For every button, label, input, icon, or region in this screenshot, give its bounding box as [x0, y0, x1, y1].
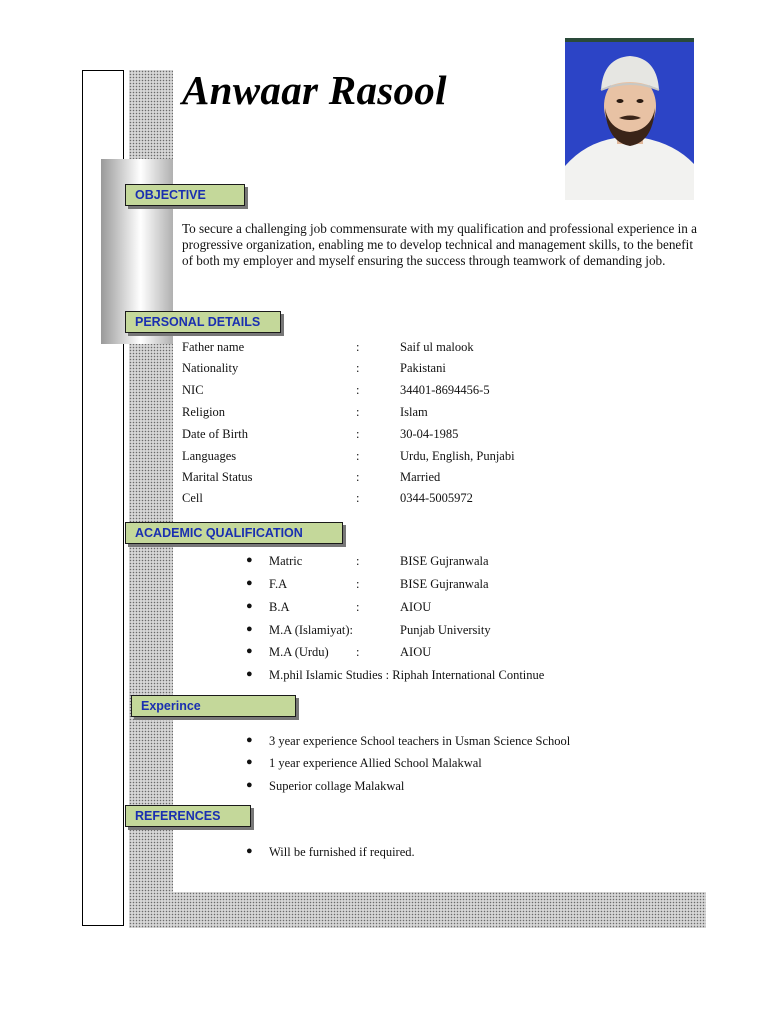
experience-text: 1 year experience Allied School Malakwal	[269, 756, 482, 770]
academic-value: Punjab University	[400, 623, 491, 637]
personal-label: NIC	[182, 383, 204, 397]
personal-value: Saif ul malook	[400, 340, 474, 354]
personal-label: Religion	[182, 405, 226, 419]
objective-text: To secure a challenging job commensurate with my qualification and professional experience in a progressive organization, enabling me to develop technical and management skills, to the benefit of both my employer and myself ensuring the success through teamwork of demanding job.	[182, 221, 698, 268]
bullet-icon: ●	[246, 600, 253, 612]
personal-separator: :	[356, 427, 360, 441]
personal-value: Islam	[400, 405, 428, 419]
section-header-academic: ACADEMIC QUALIFICATION	[125, 522, 343, 544]
personal-value: Married	[400, 470, 441, 484]
bullet-icon: ●	[246, 554, 253, 566]
bullet-icon: ●	[246, 734, 253, 746]
academic-value: AIOU	[400, 600, 432, 614]
academic-separator: :	[356, 600, 360, 614]
academic-separator: :	[356, 577, 360, 591]
section-header-personal-details: PERSONAL DETAILS	[125, 311, 281, 333]
academic-separator: :	[356, 645, 360, 659]
experience-text: Superior collage Malakwal	[269, 779, 405, 793]
section-header-references: REFERENCES	[125, 805, 251, 827]
bullet-icon: ●	[246, 756, 253, 768]
dotted-strip-bottom	[168, 892, 706, 928]
personal-separator: :	[356, 361, 360, 375]
academic-value: BISE Gujranwala	[400, 577, 489, 591]
personal-separator: :	[356, 405, 360, 419]
personal-label: Father name	[182, 340, 245, 354]
academic-label: Matric	[269, 554, 303, 568]
profile-photo	[565, 38, 694, 200]
personal-label: Date of Birth	[182, 427, 248, 441]
references-text: Will be furnished if required.	[269, 845, 415, 859]
candidate-name: Anwaar Rasool	[182, 67, 447, 113]
experience-text: 3 year experience School teachers in Usman Science School	[269, 734, 571, 748]
academic-separator: :	[356, 554, 360, 568]
personal-label: Cell	[182, 491, 203, 505]
personal-value: 0344-5005972	[400, 491, 473, 505]
personal-value: 34401-8694456-5	[400, 383, 490, 397]
personal-label: Languages	[182, 449, 237, 463]
personal-separator: :	[356, 491, 360, 505]
bullet-icon: ●	[246, 845, 253, 857]
personal-separator: :	[356, 383, 360, 397]
academic-label: B.A	[269, 600, 290, 614]
personal-value: 30-04-1985	[400, 427, 459, 441]
bullet-icon: ●	[246, 668, 253, 680]
academic-value: BISE Gujranwala	[400, 554, 489, 568]
personal-label: Nationality	[182, 361, 239, 375]
academic-value: AIOU	[400, 645, 432, 659]
personal-value: Urdu, English, Punjabi	[400, 449, 515, 463]
personal-separator: :	[356, 340, 360, 354]
bullet-icon: ●	[246, 623, 253, 635]
personal-separator: :	[356, 449, 360, 463]
academic-label: M.A (Urdu)	[269, 645, 329, 659]
section-header-experience: Experince	[131, 695, 296, 717]
academic-label: M.A (Islamiyat):	[269, 623, 354, 637]
section-header-objective: OBJECTIVE	[125, 184, 245, 206]
personal-separator: :	[356, 470, 360, 484]
bullet-icon: ●	[246, 577, 253, 589]
personal-value: Pakistani	[400, 361, 446, 375]
personal-label: Marital Status	[182, 470, 253, 484]
bullet-icon: ●	[246, 779, 253, 791]
bullet-icon: ●	[246, 645, 253, 657]
academic-label: M.phil Islamic Studies : Riphah International Continue	[269, 668, 545, 682]
academic-label: F.A	[269, 577, 288, 591]
